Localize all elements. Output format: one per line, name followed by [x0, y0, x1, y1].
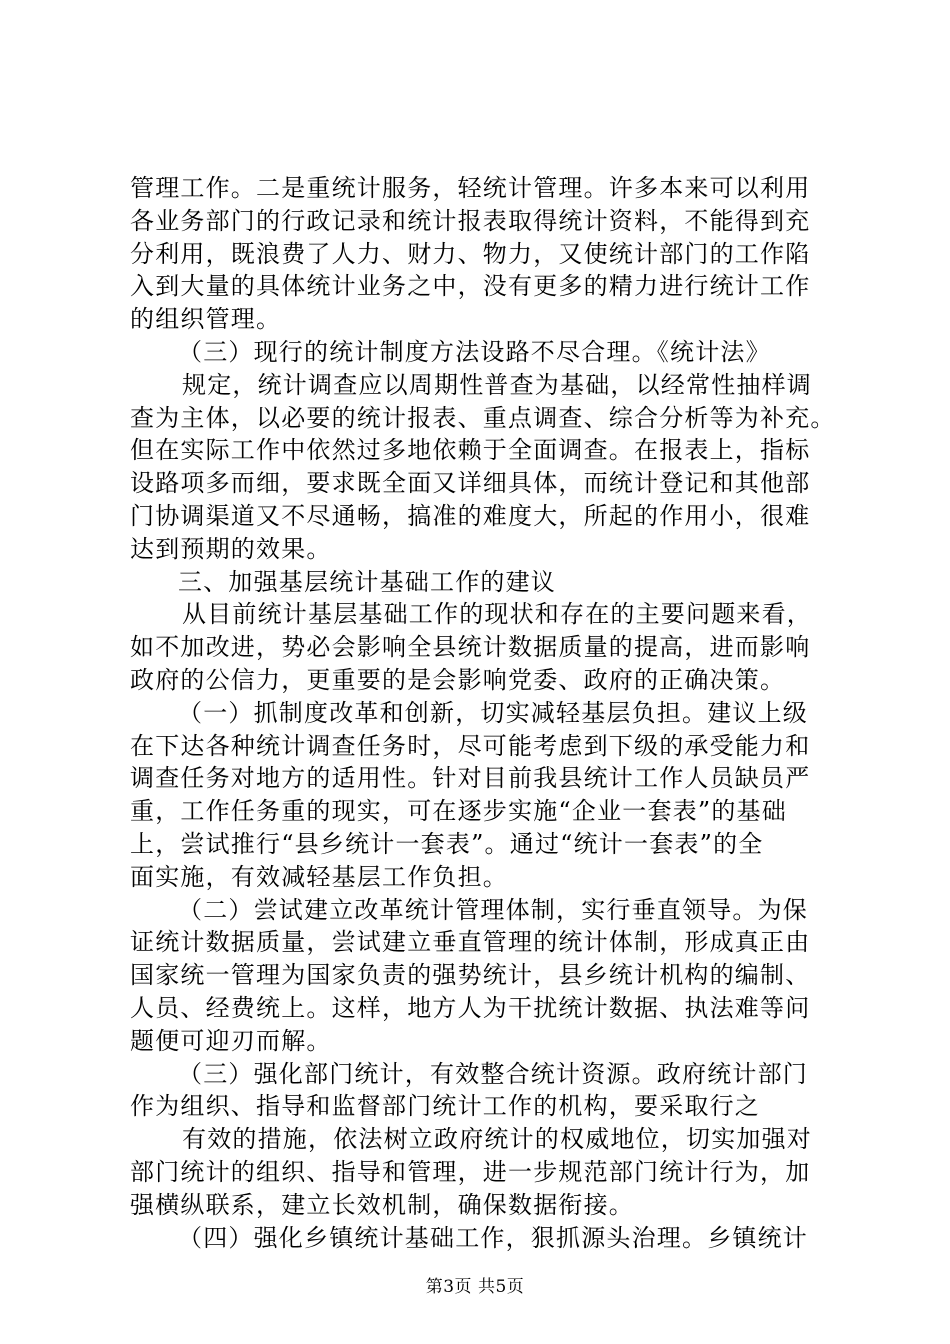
- text-line: 如不加改进，势必会影响全县统计数据质量的提高，进而影响: [130, 633, 811, 662]
- text-line: 管理工作。二是重统计服务，轻统计管理。许多本来可以利用: [130, 174, 811, 202]
- text-line: 的组织管理。: [130, 305, 282, 334]
- text-line: 在下达各种统计调查任务时，尽可能考虑到下级的承受能力和: [130, 731, 811, 760]
- text-line: 门协调渠道又不尽通畅，搞准的难度大，所起的作用小，很难: [130, 501, 811, 530]
- text-line: 部门统计的组织、指导和管理，进一步规范部门统计行为，加: [130, 1157, 811, 1186]
- text-line: 查为主体，以必要的统计报表、重点调查、综合分析等为补充。: [130, 403, 836, 432]
- text-line: 但在实际工作中依然过多地依赖于全面调查。在报表上，指标: [130, 436, 811, 465]
- text-line: 人员、经费统上。这样，地方人为干扰统计数据、执法难等问: [130, 993, 811, 1022]
- section-heading-line: 三、加强基层统计基础工作的建议: [178, 567, 556, 596]
- text-line: 上，尝试推行“县乡统计一套表”。通过“统计一套表”的全: [130, 829, 764, 858]
- text-line: 分利用，既浪费了人力、财力、物力，又使统计部门的工作陷: [130, 239, 811, 268]
- text-line: 证统计数据质量，尝试建立垂直管理的统计体制，形成真正由: [130, 928, 811, 957]
- text-line: 作为组织、指导和监督部门统计工作的机构，要采取行之: [130, 1092, 760, 1121]
- text-line: 政府的公信力，更重要的是会影响党委、政府的正确决策。: [130, 665, 786, 694]
- text-line: 重，工作任务重的现实，可在逐步实施“企业一套表”的基础: [130, 797, 787, 826]
- section-heading-line: （二）尝试建立改革统计管理体制，实行垂直领导。为保: [178, 895, 808, 924]
- section-heading-line: （四）强化乡镇统计基础工作，狠抓源头治理。乡镇统计: [178, 1223, 808, 1252]
- section-heading-line: （一）抓制度改革和创新，切实减轻基层负担。建议上级: [178, 698, 808, 727]
- section-heading-line: （三）现行的统计制度方法设路不尽合理。《统计法》: [178, 337, 771, 366]
- text-line: 入到大量的具体统计业务之中，没有更多的精力进行统计工作: [130, 272, 811, 301]
- page-number: 第3页 共5页: [425, 1277, 525, 1297]
- text-line: 调查任务对地方的适用性。针对目前我县统计工作人员缺员严: [130, 764, 811, 793]
- text-line: 达到预期的效果。: [130, 534, 332, 563]
- text-line: 有效的措施，依法树立政府统计的权威地位，切实加强对: [182, 1125, 812, 1154]
- text-line: 各业务部门的行政记录和统计报表取得统计资料，不能得到充: [130, 206, 811, 235]
- text-line: 国家统一管理为国家负责的强势统计，县乡统计机构的编制、: [130, 961, 811, 990]
- text-line: 从目前统计基层基础工作的现状和存在的主要问题来看，: [182, 600, 812, 629]
- document-body: [130, 172, 836, 1254]
- text-line: 题便可迎刃而解。: [130, 1026, 332, 1055]
- text-line: 强横纵联系，建立长效机制，确保数据衔接。: [130, 1190, 634, 1219]
- page-footer: [0, 1272, 950, 1297]
- text-line: 规定，统计调查应以周期性普查为基础，以经常性抽样调: [182, 370, 812, 399]
- section-heading-line: （三）强化部门统计，有效整合统计资源。政府统计部门: [178, 1059, 808, 1088]
- text-line: 面实施，有效减轻基层工作负担。: [130, 862, 508, 891]
- text-line: 设路项多而细，要求既全面又详细具体，而统计登记和其他部: [130, 469, 811, 498]
